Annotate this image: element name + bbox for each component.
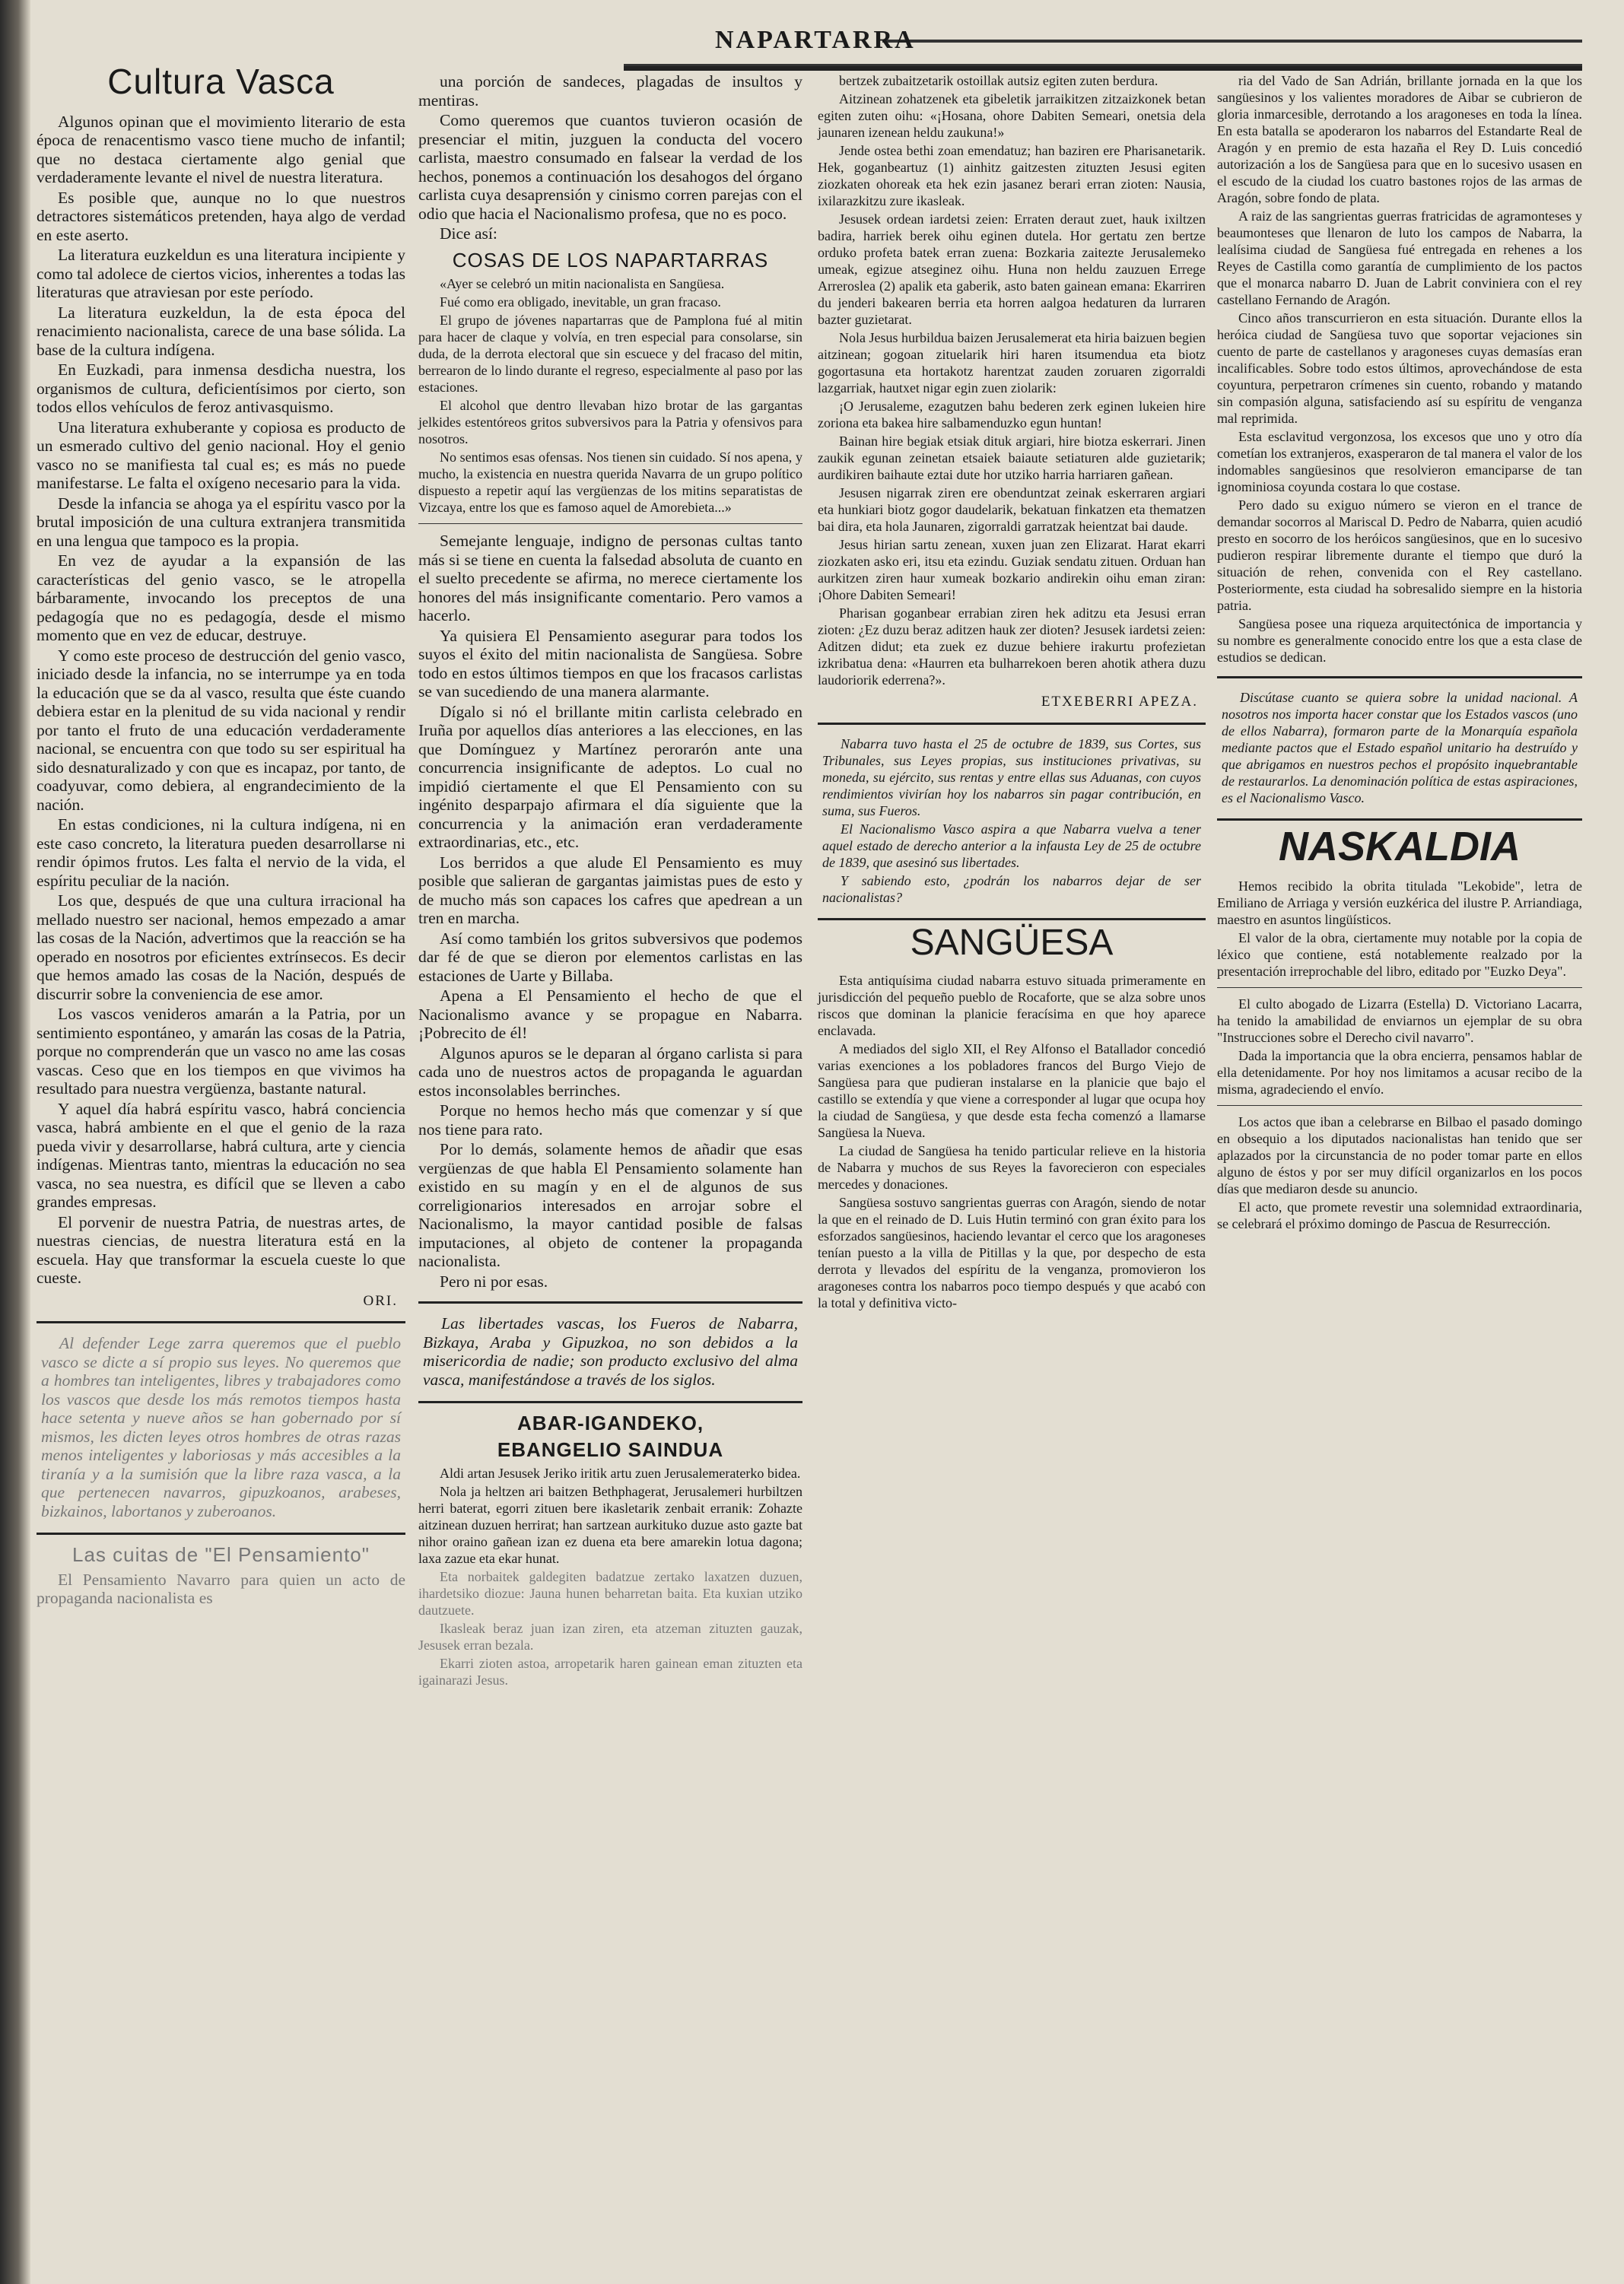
- paragraph: En Euzkadi, para inmensa desdicha nuestra, los organismos de cultura, deficientísimos por cierto, son todos ellos vehículos de feroz antivasquismo.: [37, 361, 405, 416]
- paragraph: Nola ja heltzen ari baitzen Bethphagerat, Jerusalemeri hurbiltzen herri baterat, egorri zituen bere ikasletarik zenbait erranik: Zohazte aitzinean duzuen herrirat; han sartzean aurkituko duzue asto gazte bat nihor oraino gañean izan ez duena eta bere amarekin lotua dagona; laxa zazue eta ekar hunat.: [418, 1484, 802, 1566]
- paragraph: En vez de ayudar a la expansión de las características del genio vasco, se le atropella bárbaramente, invocando los preceptos de una pedagogía que no es pedagogía, desde el mismo momento que en vez de educar, destruye.: [37, 551, 405, 644]
- paragraph: Ekarri zioten astoa, arropetarik haren gainean eman zituzten eta igainarazi Jesus.: [418, 1656, 802, 1688]
- paragraph: Sangüesa sostuvo sangrientas guerras con Aragón, siendo de notar la que en el reinado de D. Luis Hutin terminó con gran éxito para los esforzados sangüesinos, haciendo levantar el cerco que los aragoneses tenían puesto a la villa de Pitillas y la que, por despecho de esta derrota y llevados del espíritu de la venganza, promovieron los aragoneses contra los nabarros poco tiempo después y que acabó con la total y definitiva victo-: [818, 1195, 1206, 1310]
- paragraph: El acto, que promete revestir una solemnidad extraordinaria, se celebrará el próximo domingo de Pascua de Resurrección.: [1217, 1199, 1582, 1231]
- paragraph: Dice así:: [440, 224, 497, 243]
- paragraph: Ya quisiera El Pensamiento asegurar para todos los suyos el éxito del mitin nacionalista de Sangüesa. Sobre todo en estos últimos tiempos en que los fracasos carlistas se van sucediendo de una manera alarmante.: [418, 626, 802, 700]
- paragraph: La ciudad de Sangüesa ha tenido particular relieve en la historia de Nabarra y muchos de sus Reyes la favorecieron con especiales mercedes y donaciones.: [818, 1143, 1206, 1192]
- quote-paragraph: Fué como era obligado, inevitable, un gran fracaso.: [440, 294, 721, 310]
- column-2: [418, 72, 802, 1690]
- paragraph: Hemos recibido la obrita titulada "Lekobide", letra de Emiliano de Arriaga y versión euzkérica del ilustre P. Arriandiaga, maestro en asuntos lingüísticos.: [1217, 878, 1582, 927]
- paragraph: Los berridos a que alude El Pensamiento es muy posible que salieran de gargantas jaimistas pues de esto y de mucho más son capaces los cafres que apedrean a un tren en marcha.: [418, 853, 802, 927]
- article-body: [37, 113, 405, 1288]
- box-paragraph: Y sabiendo esto, ¿podrán los nabarros dejar de ser nacionalistas?: [822, 872, 1201, 905]
- paragraph: Bainan hire begiak etsiak dituk argiari, hire biotza eskerrari. Jinen zaukik egunan zeinetan etsaiek baiaute setiaturen alde guzietarik; aurdikiren baihaute eztai dute hor utziko harria harriaren gañean.: [818, 434, 1206, 482]
- paragraph: A raiz de las sangrientas guerras fratricidas de agramonteses y beaumonteses que llenaron de luto los campos de Nabarra, la lealísima ciudad de Sangüesa fué entregada en rehenes a los Reyes de Castilla como garantía de cumplimiento de los pactos que el monarca nabarro D. Juan de Labrit conviniera con el rey castellano Fernando de Aragón.: [1217, 208, 1582, 307]
- paragraph: Jesusek ordean iardetsi zeien: Erraten deraut zuet, hauk ixiltzen badira, harriek berek oihu eginen dutela. Hor gertatu zen bertze orduko profeta batek erran zuena: Bozkaria zaitezte Jerusalemeko umeak, egizue atseginez oihu. Huna non heldu zauzuen Errege Arreroslea (2) apalik eta gaberik, asto baten gainean emana: Ekarriren du jenderi bakearen berria eta horren aalgoa hedaturen da lurraren bazter guzietarat.: [818, 211, 1206, 327]
- quote-paragraph: El grupo de jóvenes napartarras que de Pamplona fué al mitin para hacer de claque y volvía, en tren especial para consolarse, sin duda, de la derrota electoral que sin escuece y del fracaso del mitin, berrearon de lo lindo durante el regreso, especialmente al paso por las estaciones.: [418, 313, 802, 395]
- masthead-rule-right: [882, 40, 1582, 43]
- column-3: [818, 72, 1206, 1313]
- newspaper-name: NAPARTARRA: [715, 26, 916, 54]
- subarticle-text: El Pensamiento Navarro para quien un acto de propaganda nacionalista es: [37, 1570, 405, 1607]
- paragraph: Apena a El Pensamiento el hecho de que el Nacionalismo avance y se propague en Nabarra. ¡Pobrecito de él!: [418, 986, 802, 1042]
- paragraph: La literatura euzkeldun, la de esta época del renacimiento nacionalista, carece de una base sólida. La base de la cultura indígena.: [37, 303, 405, 359]
- paragraph: Jesusen nigarrak ziren ere obenduntzat zeinak eskerraren argiari eta hunkiari biotz gogor daudelarik, bekatuan finkatzen eta thematzen bai dira, eta hola Jaunaren, zigorraldi garratzak heientzat bai daude.: [818, 485, 1206, 534]
- paragraph: Y aquel día habrá espíritu vasco, habrá conciencia vasca, habrá ambiente en el que el genio de la raza pueda vivir y desarrollarse, habrá cultura, arte y ciencia indígenas. Mientras tanto, mientras la educación no sea vasca, no sea nuestra, es difícil que se lleven a cabo grandes empresas.: [37, 1099, 405, 1211]
- paragraph: Dígalo si nó el brillante mitin carlista celebrado en Iruña por aquellos días anteriores a las elecciones, en las que Domínguez y Martínez perorarón ante una concurrencia insignificante de adeptos. Lo cual no impidió ciertamente el que El Pensamiento con su ingénito desparpajo afirmara el día siguiente que la concurrencia y la animación eran verdaderamente extraordinarias, etc., etc.: [418, 702, 802, 851]
- italic-box: [818, 723, 1206, 920]
- paragraph: Porque no hemos hecho más que comenzar y sí que nos tiene para rato.: [418, 1101, 802, 1139]
- paragraph: ria del Vado de San Adrián, brillante jornada en la que los sangüesinos y los valientes moradores de Aibar se cubrieron de gloria inmarcesible, derrotando a los aragoneses en toda la línea. En esta batalla se apoderaron los nabarros del Estandarte Real de Aragón y en premio de esta hazaña el Rey D. Luis concedió autorización a los de Sangüesa para que en lo sucesivo usasen en el escudo de la ciudad los cuatro bastones rojos de las armas de Aragón, sobre fondo de plata.: [1217, 73, 1582, 205]
- quote-paragraph: «Ayer se celebró un mitin nacionalista en Sangüesa.: [440, 276, 725, 291]
- column-4: [1217, 72, 1582, 1234]
- paragraph: El culto abogado de Lizarra (Estella) D. Victoriano Lacarra, ha tenido la amabilidad de enviarnos un ejemplar de su obra "Instrucciones sobre el Derecho civil navarro".: [1217, 996, 1582, 1045]
- paragraph: Desde la infancia se ahoga ya el espíritu vasco por la brutal imposición de una cultura extranjera transmitida en una lengua que tampoco es la propia.: [37, 494, 405, 550]
- paragraph: Los actos que iban a celebrarse en Bilbao el pasado domingo en obsequio a los diputados nacionalistas han tenido que ser aplazados por la circunstancia de no poder tomar parte en ellos alguno de éstos y por ser muy difícil organizarlos en los pocos días que mediaron desde su anuncio.: [1217, 1113, 1582, 1196]
- box-paragraph: El Nacionalismo Vasco aspira a que Nabarra vuelva a tener aquel estado de derecho anterior a la infausta Ley de 25 de octubre de 1839, que asesinó sus libertades.: [822, 821, 1201, 870]
- paragraph: El porvenir de nuestra Patria, de nuestras artes, de nuestras ciencias, de nuestra literatura está en la escuela. Hay que transformar la escuela cueste lo que cueste.: [37, 1212, 405, 1287]
- signature: ORI.: [363, 1292, 398, 1309]
- paragraph: Una literatura exhuberante y copiosa es producto de un esmerado cultivo del genio nacional. Hoy el genio vasco no se manifiesta tal cual es; es más no puede manifestarse. Le falta el oxígeno necesario para la vida.: [37, 418, 405, 492]
- abar-body: [418, 1465, 802, 1688]
- paragraph: El valor de la obra, ciertamente muy notable por la copia de léxico que contiene, está notablemente realzado por la presentación irreprochable del libro, editado por "Euzko Deya".: [1217, 929, 1582, 979]
- paragraph: Eta norbaitek galdegiten badatzue zertako laxatzen duzuen, ihardetsiko diozue: Jauna hunen beharretan baita. Eta kuxian utziko dautzuete.: [418, 1569, 802, 1618]
- italic-box: [37, 1321, 405, 1535]
- paragraph: bertzek zubaitzetarik ostoillak autsiz egiten zuten berdura.: [839, 73, 1158, 88]
- box-paragraph: Nabarra tuvo hasta el 25 de octubre de 1839, sus Cortes, sus Tribunales, sus Leyes propias, sus instituciones privativas, su moneda, su ejército, sus rentas y entre ellas sus Aduanas, con cuyos rendimientos vivirían hoy los nabarros sin pagar contribución, en suma, sus Fueros.: [822, 735, 1201, 818]
- paragraph: Esta antiquísima ciudad nabarra estuvo situada primeramente en jurisdicción del pequeño pueblo de Rocaforte, que se alza sobre unos riscos que dominan la planicie feracísima en que hoy aparece enclavada.: [818, 973, 1206, 1038]
- masthead: [624, 21, 1582, 56]
- paragraph: Es posible que, aunque no lo que nuestros detractores sistemáticos pretenden, haya algo de verdad en este aserto.: [37, 188, 405, 244]
- italic-box: [1217, 676, 1582, 821]
- paragraph: una porción de sandeces, plagadas de insultos y mentiras.: [418, 72, 802, 110]
- paragraph: Pero dado su exiguo número se vieron en el trance de demandar socorros al Mariscal D. Pedro de Nabarra, quien acudió presto en socorro de los heróicos sangüesinos, que en lo sucesivo pudieron respirar libremente durante el tiempo que duró la situación de rehen, convenida con el Rey castellano. Posteriormente, esta ciudad ha sobresalido siempre en la historia patria.: [1217, 497, 1582, 613]
- divider: [1217, 987, 1582, 988]
- quote-title: COSAS DE LOS NAPARTARRAS: [452, 248, 769, 272]
- paragraph: Los vascos venideros amarán a la Patria, por un sentimiento espontáneo, y amarán las cosas de la Patria, porque no comprenderán que un vasco no ame las cosas vascas. Ceso que en los tiempos en que vivimos ha resultado para nuestra vergüenza, bastante natural.: [37, 1005, 405, 1098]
- paragraph: Sangüesa posee una riqueza arquitectónica de importancia y su nombre es generalmente conocido entre los que a esta clase de estudios se dedican.: [1217, 616, 1582, 665]
- paragraph: Nola Jesus hurbildua baizen Jerusalemerat eta hiria baizuen begien aitzinean; gogoan zituelarik hiri haren itsumendua eta biotz gogortasuna eta hortakotz harentzat zauden zoruaren zigorraldi lazgarriak, hautxet nigar egin zuen ziolarik:: [818, 330, 1206, 395]
- paragraph: La literatura euzkeldun es una literatura incipiente y como tal adolece de ciertos vicios, inherentes a todas las literaturas que atraviesan por este período.: [37, 246, 405, 301]
- paragraph: Algunos apuros se le deparan al órgano carlista si para cada uno de nuestros actos de propaganda le aguardan estos inconsolables berrinches.: [418, 1044, 802, 1100]
- divider: [418, 523, 802, 524]
- signature: ETXEBERRI APEZA.: [1041, 694, 1198, 710]
- column-1: [37, 62, 405, 1609]
- abar-title-1: ABAR-IGANDEKO,: [516, 1412, 704, 1434]
- paragraph: Algunos opinan que el movimiento literario de esta época de renacentismo vasco tiene mucho de infantil; que no destaca ciertamente algo genial que verdaderamente levante el nivel de nuestra literatura.: [37, 112, 405, 186]
- paragraph: Por lo demás, solamente hemos de añadir que esas vergüenzas de que habla El Pensamiento solamente han existido en su magín y en el de algunos de sus correligionarios interesados en arrojar sobre el Nacionalismo, la mayor cantidad posible de falsas imputaciones, al objeto de contener la propaganda nacionalista.: [418, 1140, 802, 1270]
- paragraph: Aldi artan Jesusek Jeriko iritik artu zuen Jerusalemeraterko bidea.: [440, 1466, 801, 1481]
- box-text: Discútase cuanto se quiera sobre la unidad nacional. A nosotros nos importa hacer constar que los Estados vascos (uno de ellos Nabarra), formaron parte de la Monarquía española mediante pactos que el Estado español unitario ha destruído y que abrigamos en nuestros pechos el propósito inquebrantable de restaurarlos. La denominación política de estas aspiraciones, es el Nacionalismo Vasco.: [1222, 690, 1578, 805]
- box-text: Al defender Lege zarra queremos que el pueblo vasco se dicte a sí propio sus leyes. No queremos que a hombres tan inteligentes, libres y trabajadores como los vascos que desde los más remotos tiempos hasta hace setenta y nueve años se han gobernado por sí mismos, les dicten leyes otros hombres de otras razas menos inteligentes y laboriosas y más accesibles a la tiranía y a la sumisión que la libre raza vasca, a la que pertenecen navarros, gipuzkoanos, arabeses, bizkainos, labortanos y zuberoanos.: [41, 1334, 401, 1520]
- paragraph: Dada la importancia que la obra encierra, pensamos hablar de ella detenidamente. Por hoy nos limitamos a acusar recibo de la misma, agradeciendo el envío.: [1217, 1047, 1582, 1097]
- paragraph: ¡O Jerusaleme, ezagutzen bahu bederen zerk eginen lukeien hire zoriona eta bakea hire salbamenduzko egun huntan!: [818, 399, 1206, 430]
- paragraph: Así como también los gritos subversivos que podemos dar fé de que se dieron por elementos carlistas en las estaciones de Uarte y Billaba.: [418, 929, 802, 985]
- paragraph: Jende ostea bethi zoan emendatuz; han baziren ere Pharisanetarik. Hek, goganbeartuz (1) ainhitz gaitzesten zituzten Jesusi egiten ziozkaten ohoreak eta hek ezin jasanez berari erran zioten: Nausia, ixilarazkitzu zure ikasleak.: [818, 143, 1206, 208]
- paragraph: Pero ni por esas.: [440, 1272, 548, 1291]
- paragraph: Ikasleak beraz juan izan ziren, eta atzeman zituzten gauzak, Jesusek erran bezala.: [418, 1621, 802, 1653]
- article-title-naskaldia: NASKALDIA: [1279, 824, 1521, 869]
- paragraph: A mediados del siglo XII, el Rey Alfonso el Batallador concedió varias exenciones a los pobladores francos del Burgo Viejo de Sangüesa para que pudieran instalarse en la planicie que bajo el castillo se extendía y que viene a corresponder al lugar que ocupa hoy la ciudad de Sangüesa, y que desde esta fecha comenzó a llamarse Sangüesa la Nueva.: [818, 1041, 1206, 1140]
- paragraph: Esta esclavitud vergonzosa, los excesos que uno y otro día cometían los extranjeros, exasperaron de tal manera el valor de los indomables sangüesinos que resolvieron emanciparse de tan ignominiosa coyunda costara lo que costase.: [1217, 429, 1582, 494]
- paragraph: Jesus hirian sartu zenean, xuxen juan zen Elizarat. Harat ekarri ziozkaten asko eri, itsu eta ezindu. Guziak sendatu zituen. Orduan han aurkitzen ziren haur xumeak bozkario andirekin oihu eman ziran: ¡Ohore Dabiten Semeari!: [818, 537, 1206, 602]
- quote-block: [418, 275, 802, 516]
- paragraph: Como queremos que cuantos tuvieron ocasión de presenciar el mitin, juzguen la conducta del vocero carlista, maestro consumado en falsear la verdad de los hechos, ponemos a continuación los desahogos del órgano carlista cuya desaprensión y cinismo corren parejas con el odio que hacia el Nacionalismo profesa, que no es poco.: [418, 111, 802, 223]
- article-title-cultura-vasca: Cultura Vasca: [107, 62, 335, 101]
- abar-title-2: EBANGELIO SAINDUA: [497, 1437, 724, 1461]
- paragraph: Aitzinean zohatzenek eta gibeletik jarraikitzen zitzaizkonek betan egiten zuten oihu: «¡Hosana, ohore Dabiten Semeari, onetsia dela jaunaren izenean heldu zaukuna!»: [818, 91, 1206, 140]
- paragraph: En estas condiciones, ni la cultura indígena, ni en este caso concreto, la literatura pueden desarrollarse ni rendir ópimos frutos. Les falta el nervio de la vida, el espíritu peculiar de la nación.: [37, 815, 405, 890]
- quote-paragraph: El alcohol que dentro llevaban hizo brotar de las gargantas jelkides estentóreos gritos subversivos para la Patria y ofensivos para nosotros.: [418, 398, 802, 446]
- subarticle-title: Las cuitas de "El Pensamiento": [72, 1543, 370, 1566]
- quote-paragraph: No sentimos esas ofensas. Nos tienen sin cuidado. Sí nos apena, y mucho, la existencia en nuestra querida Navarra de un grupo político dispuesto a repetir aquí las vergüenzas de los mitins separatistas de Vizcaya, entre los que es famoso aquel de Amorebieta...»: [418, 449, 802, 515]
- paragraph: Cinco años transcurrieron en esta situación. Durante ellos la heróica ciudad de Sangüesa tuvo que soportar vejaciones sin cuento de parte de castellanos y aragoneses cuyas demasías eran incalificables. Sobre todo estos últimos, aprovechándose de esta coyuntura, perpetraron crímenes sin cuento, robando y matando sin compasión alguna, satisfaciendo así su espíritu de venganza mal reprimida.: [1217, 310, 1582, 426]
- paragraph: Pharisan goganbear errabian ziren hek aditzu eta Jesusi erran zioten: ¿Ez duzu beraz aditzen hauk zer dioten? Jesusek iardetsi zeien: Aditzen didut; eta zuek ez duzue behiere irakurtu profezietan izkribatua dena: «Haurren eta bulharrekoen beren ahotik athera duzu laudoriorik ederrena?».: [818, 605, 1206, 688]
- paragraph: Los que, después de que una cultura irracional ha mellado nuestro ser nacional, hemos empezado a amar las cosas de la Nación, advertimos que la reacción se ha operado en nosotros por eficientes extrínsecos. Es decir que hemos amado las cosas de la Nación, después de discurrir sobre la conveniencia de ese amor.: [37, 891, 405, 1003]
- article-title-sanguesa: SANGÜESA: [910, 922, 1114, 963]
- paragraph: Semejante lenguaje, indigno de personas cultas tanto más si se tiene en cuenta la falsedad absoluta de cuanto en el suelto precedente se afirma, no merece ciertamente los honores del más insignificante comentario. Pero vamos a hacerlo.: [418, 532, 802, 624]
- page-binding-shadow: [0, 0, 30, 2284]
- divider: [1217, 1105, 1582, 1106]
- paragraph: Y como este proceso de destrucción del genio vasco, iniciado desde la infancia, no se interrumpe ya en toda la educación que se da al vasco, resulta que éste cuando debiera estar en la plenitud de su vida nacional y rendir por tanto el fruto de una educación verdaderamente nacional, se encuentra con que todo su ser espiritual ha sido desnaturalizado y con que es incapaz, por tanto, de coadyuvar, como debiera, al engrandecimiento de la nación.: [37, 646, 405, 814]
- italic-box: [418, 1301, 802, 1403]
- box-text: Las libertades vascas, los Fueros de Nabarra, Bizkaya, Araba y Gipuzkoa, no son debidos a la misericordia de nadie; son producto exclusivo del alma vasca, manifestándose a través de los siglos.: [423, 1314, 798, 1389]
- masthead-rule: [624, 64, 1582, 71]
